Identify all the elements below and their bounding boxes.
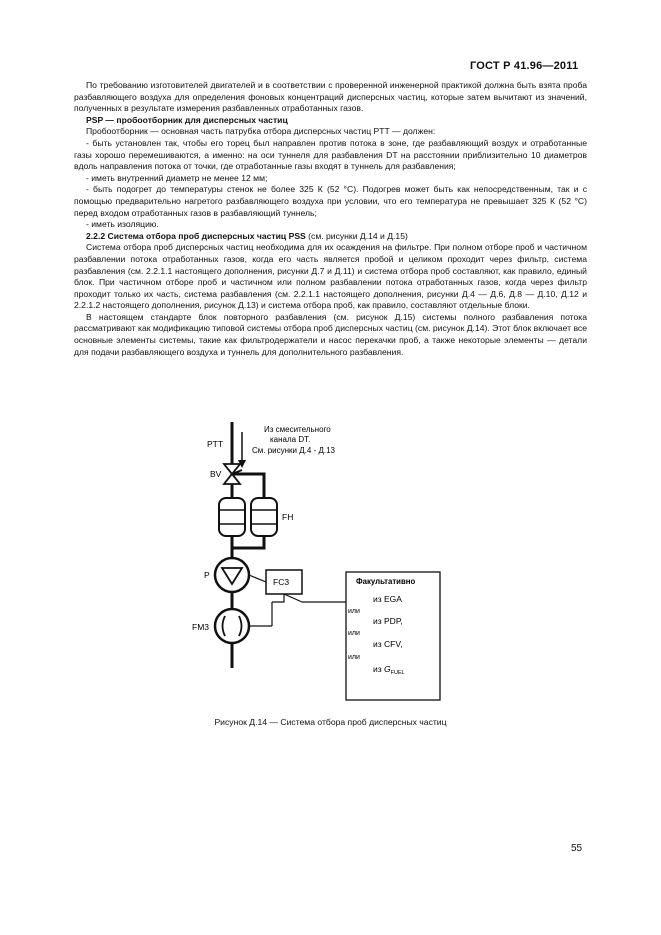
- figure-caption: Рисунок Д.14 — Система отбора проб дисперсных частиц: [214, 717, 447, 727]
- optional-source-pdp: из PDP,: [373, 616, 403, 626]
- optional-title: Факультативно: [356, 577, 416, 586]
- flow-meter-circle: [215, 609, 249, 643]
- inlet-label-2: канала DT.: [270, 435, 311, 444]
- optional-or-1: или: [348, 608, 360, 615]
- fc3-link: [284, 594, 302, 602]
- inlet-label-3: См. рисунки Д.4 - Д.13: [252, 446, 335, 455]
- gfuel-prefix: из: [373, 664, 382, 674]
- inlet-label-1: Из смесительного: [264, 425, 331, 434]
- paragraph-background-sampling: По требованию изготовителей двигателей и в соответствии с проверенной инженерной практикой должна быть взята проба разбавляющего воздуха для определения фоновых концентраций дисперсных частиц, которые затем вычитают из значений, полученных в результате измерения разбавленных отработанных газов.: [74, 80, 587, 114]
- optional-source-cfv: из CFV,: [373, 639, 403, 649]
- filter-holder-2: [251, 498, 277, 536]
- gfuel-symbol: G: [384, 664, 391, 674]
- optional-box: [346, 572, 440, 700]
- optional-or-2: или: [348, 630, 360, 637]
- fc3-control-line: [249, 575, 266, 582]
- label-fh: FH: [282, 512, 294, 522]
- section-heading: 2.2.2 Система отбора проб дисперсных частиц PSS: [86, 230, 306, 241]
- label-fm3: FM3: [192, 622, 209, 632]
- paragraph-probe-diameter: - иметь внутренний диаметр не менее 12 мм;: [86, 172, 268, 183]
- paragraph-pss-description: Система отбора проб дисперсных частиц необходима для их осаждения на фильтре. При полном отборе проб и частичном разбавлении потока отработанных газов, когда его часть является пробой и целиком проходит через фильтр, система разбавления (см. 2.2.1.1 настоящего дополнения, рисунки Д.7 и Д.11) и система отбора проб составляют, как правило, единый блок. При частичном отборе проб и частичном или полном разбавлении потока отработанных газов, когда через фильтр проходит только их часть, система разбавления (см. 2.2.1.1 настоящего дополнения, рисунки Д.4 — Д.6, Д.8 — Д.10, Д.12 и 2.2.1.2 настоящего дополнения, рисунок Д.13) и система отбора проб, как правило, составляют отдельные блоки.: [74, 242, 587, 311]
- paragraph-probe-insulation: - иметь изоляцию.: [86, 219, 159, 230]
- section-2-2-2: [74, 231, 587, 243]
- psp-heading: PSP — пробоотборник для дисперсных частиц: [86, 114, 288, 125]
- section-reference: (см. рисунки Д.14 и Д.15): [305, 230, 408, 241]
- label-p: P: [204, 570, 210, 580]
- label-fc3: FC3: [273, 577, 290, 587]
- label-bv: BV: [210, 469, 222, 479]
- page-number: 55: [571, 843, 583, 854]
- paragraph-probe-heating: - быть подогрет до температуры стенок не более 325 К (52 °С). Подогрев может быть как непосредственным, так и с помощью предварительно нагретого разбавляющего воздуха при условии, что его температура не превышает 325 К (52 °С) перед входом отработанных газов в разбавляющий туннель;: [74, 184, 587, 218]
- paragraph-probe-intro: Пробоотборник — основная часть патрубка отбора дисперсных частиц PTT — должен:: [86, 126, 436, 137]
- filter-holder-1: [219, 498, 245, 536]
- label-ptt: PTT: [207, 439, 224, 449]
- optional-or-3: или: [348, 654, 360, 661]
- optional-source-ega: из EGA: [373, 594, 402, 604]
- figure-d14-diagram: [180, 420, 470, 710]
- gfuel-subscript: FUEL: [390, 670, 405, 676]
- paragraph-secondary-dilution: В настоящем стандарте блок повторного разбавления (см. рисунок Д.15) системы полного разбавления потока рассматривают как модификацию типовой системы отбора проб дисперсных частиц (см. рисунок Д.14). Этот блок включает все основные элементы системы, такие как фильтродержатели и насос перекачки проб, а также некоторые элементы — детали для подачи разбавляющего воздуха и туннель для дополнительного разбавления.: [74, 311, 587, 357]
- document-id: ГОСТ Р 41.96—2011: [470, 60, 579, 72]
- fc3-to-flow-line: [272, 594, 284, 602]
- body-text: [74, 80, 587, 358]
- bypass-lower-line: [232, 536, 264, 548]
- paragraph-probe-install: - быть установлен так, чтобы его торец был направлен против потока в зоне, где разбавляющий воздух и отработанные газы хорошо перемешиваются, а именно: на оси туннеля для разбавления DT на расстоянии приблизительно 10 диаметров вдоль направления потока от точки, где отработанные газы входят в туннель для разбавления;: [74, 137, 587, 172]
